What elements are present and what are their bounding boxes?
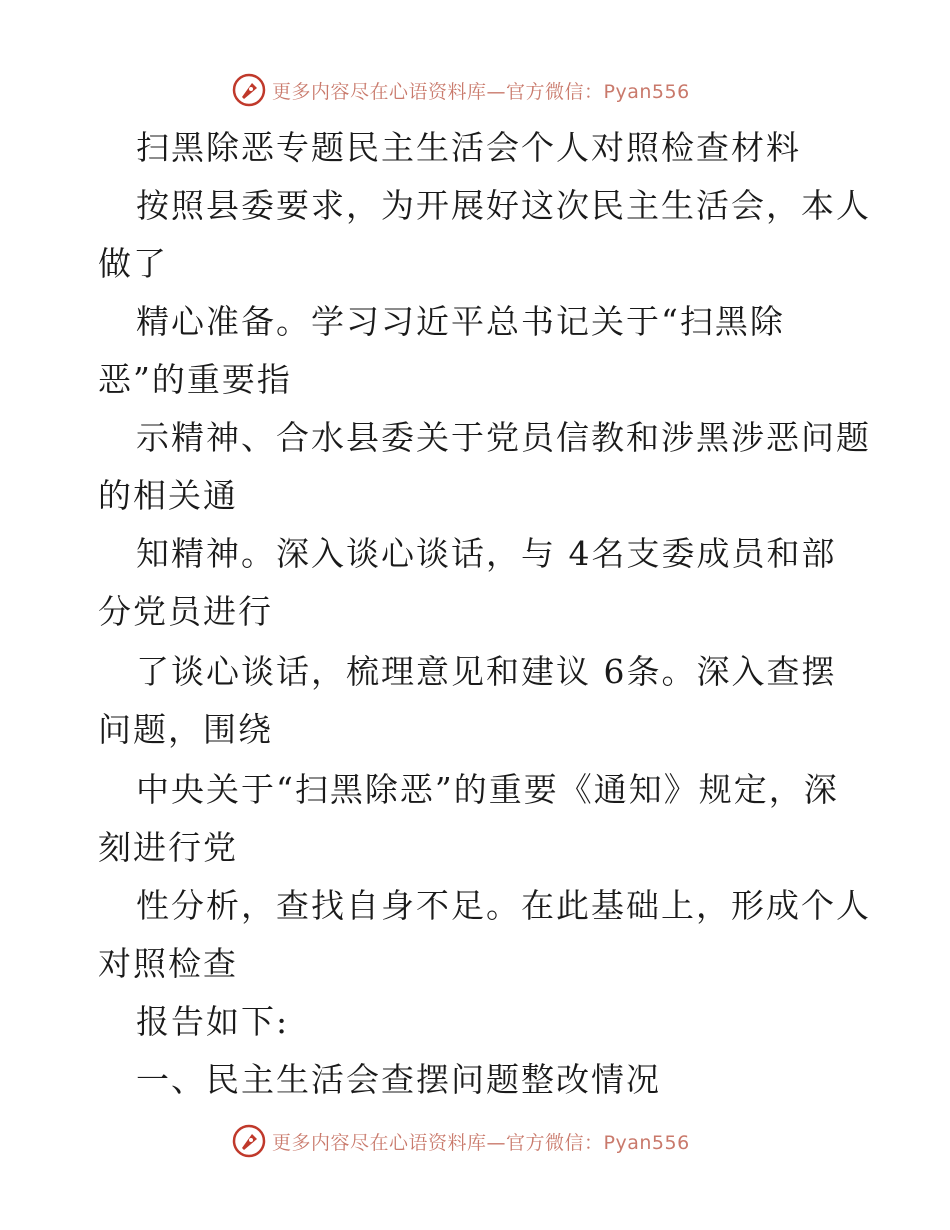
- paragraph-line: 精心准备。学习习近平总书记关于“扫黑除: [136, 302, 785, 341]
- watermark-banner-bottom: [232, 1123, 690, 1159]
- paragraph-line: 刻进行党: [98, 828, 238, 867]
- paragraph-line: 恶”的重要指: [98, 360, 292, 399]
- pen-nib-logo-icon: [232, 73, 266, 107]
- paragraph-line: 性分析，查找自身不足。在此基础上，形成个人: [136, 886, 871, 925]
- paragraph-line: 示精神、合水县委关于党员信教和涉黑涉恶问题: [136, 418, 871, 457]
- pen-nib-logo-icon: [232, 1124, 266, 1158]
- paragraph-line: 知精神。深入谈心谈话，与 4名支委成员和部: [136, 534, 837, 573]
- paragraph-line: 的相关通: [98, 476, 238, 515]
- watermark-text: 更多内容尽在心语资料库—官方微信：Pyan556: [272, 1131, 690, 1154]
- watermark-banner-top: [232, 72, 690, 108]
- section-heading: 一、民主生活会查摆问题整改情况: [136, 1060, 661, 1099]
- paragraph-line: 中央关于“扫黑除恶”的重要《通知》规定，深: [136, 770, 839, 809]
- paragraph-line: 了谈心谈话，梳理意见和建议 6条。深入查摆: [136, 652, 837, 691]
- paragraph-line: 分党员进行: [98, 592, 273, 631]
- paragraph-line: 做了: [98, 244, 168, 283]
- document-title: 扫黑除恶专题民主生活会个人对照检查材料: [136, 128, 801, 167]
- paragraph-line: 报告如下:: [136, 1002, 290, 1041]
- watermark-text: 更多内容尽在心语资料库—官方微信：Pyan556: [272, 80, 690, 103]
- paragraph-line: 问题，围绕: [98, 710, 273, 749]
- paragraph-line: 对照检查: [98, 944, 238, 983]
- paragraph-line: 按照县委要求，为开展好这次民主生活会，本人: [136, 186, 871, 225]
